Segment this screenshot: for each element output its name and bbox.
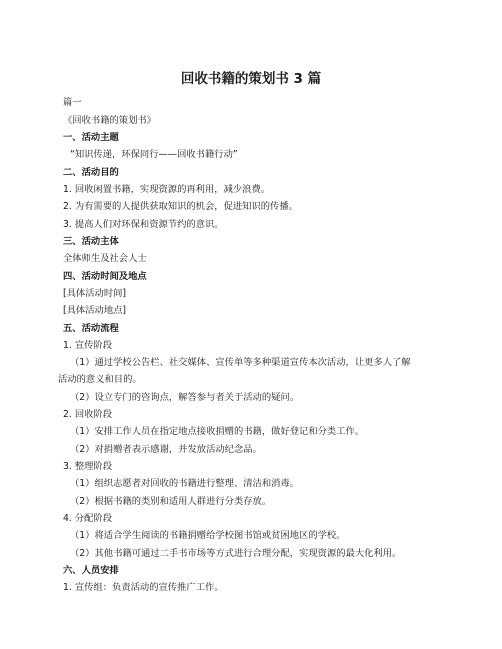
section-heading: 五、活动流程 — [63, 323, 119, 334]
paragraph-line: [具体活动时间] — [63, 288, 127, 299]
document-subtitle: 《回收书籍的策划书》 — [63, 115, 156, 126]
paragraph-line: （2）根据书籍的类别和适用人群进行分类存放。 — [70, 496, 272, 507]
subsection-heading: 4. 分配阶段 — [63, 513, 113, 524]
section-heading: 四、活动时间及地点 — [63, 271, 147, 282]
paragraph-line: （1）通过学校公告栏、社交媒体、宣传单等多种渠道宣传本次活动，让更多人了解 — [70, 357, 411, 368]
subsection-heading: 1. 宣传阶段 — [63, 340, 113, 351]
paragraph-line: （1）组织志愿者对回收的书籍进行整理、清洁和消毒。 — [70, 478, 300, 489]
paragraph-line: 全体师生及社会人士 — [63, 253, 147, 264]
paragraph-line: 3. 提高人们对环保和资源节约的意识。 — [63, 219, 224, 230]
paragraph-line: [具体活动地点] — [63, 305, 127, 316]
document-title: 回收书籍的策划书 3 篇 — [180, 71, 322, 87]
section-heading: 六、人员安排 — [63, 565, 119, 576]
section-heading: 一、活动主题 — [63, 132, 119, 143]
paragraph-line: （1）将适合学生阅读的书籍捐赠给学校图书馆或贫困地区的学校。 — [70, 530, 346, 541]
subsection-heading: 2. 回收阶段 — [63, 409, 113, 420]
paragraph-line: （2）其他书籍可通过二手书市场等方式进行合理分配，实现资源的最大化利用。 — [70, 548, 402, 559]
section-heading: 二、活动目的 — [63, 167, 119, 178]
paragraph-line: 2. 为有需要的人提供获取知识的机会，促进知识的传播。 — [63, 201, 298, 212]
subsection-heading: 3. 整理阶段 — [63, 461, 113, 472]
part-label: 篇一 — [63, 97, 82, 108]
paragraph-line: 活动的意义和目的。 — [58, 374, 142, 385]
paragraph-line: （1）安排工作人员在指定地点接收捐赠的书籍，做好登记和分类工作。 — [70, 426, 365, 437]
paragraph-line: 1. 回收闲置书籍，实现资源的再利用，减少浪费。 — [63, 184, 271, 195]
paragraph-line: （2）对捐赠者表示感谢，并发放活动纪念品。 — [70, 444, 262, 455]
paragraph-line: （2）设立专门的咨询点，解答参与者关于活动的疑问。 — [70, 392, 300, 403]
paragraph-line: 1. 宣传组：负责活动的宣传推广工作。 — [63, 582, 224, 593]
theme-text: “知识传递，环保同行——回收书籍行动” — [70, 149, 238, 160]
section-heading: 三、活动主体 — [63, 236, 119, 247]
